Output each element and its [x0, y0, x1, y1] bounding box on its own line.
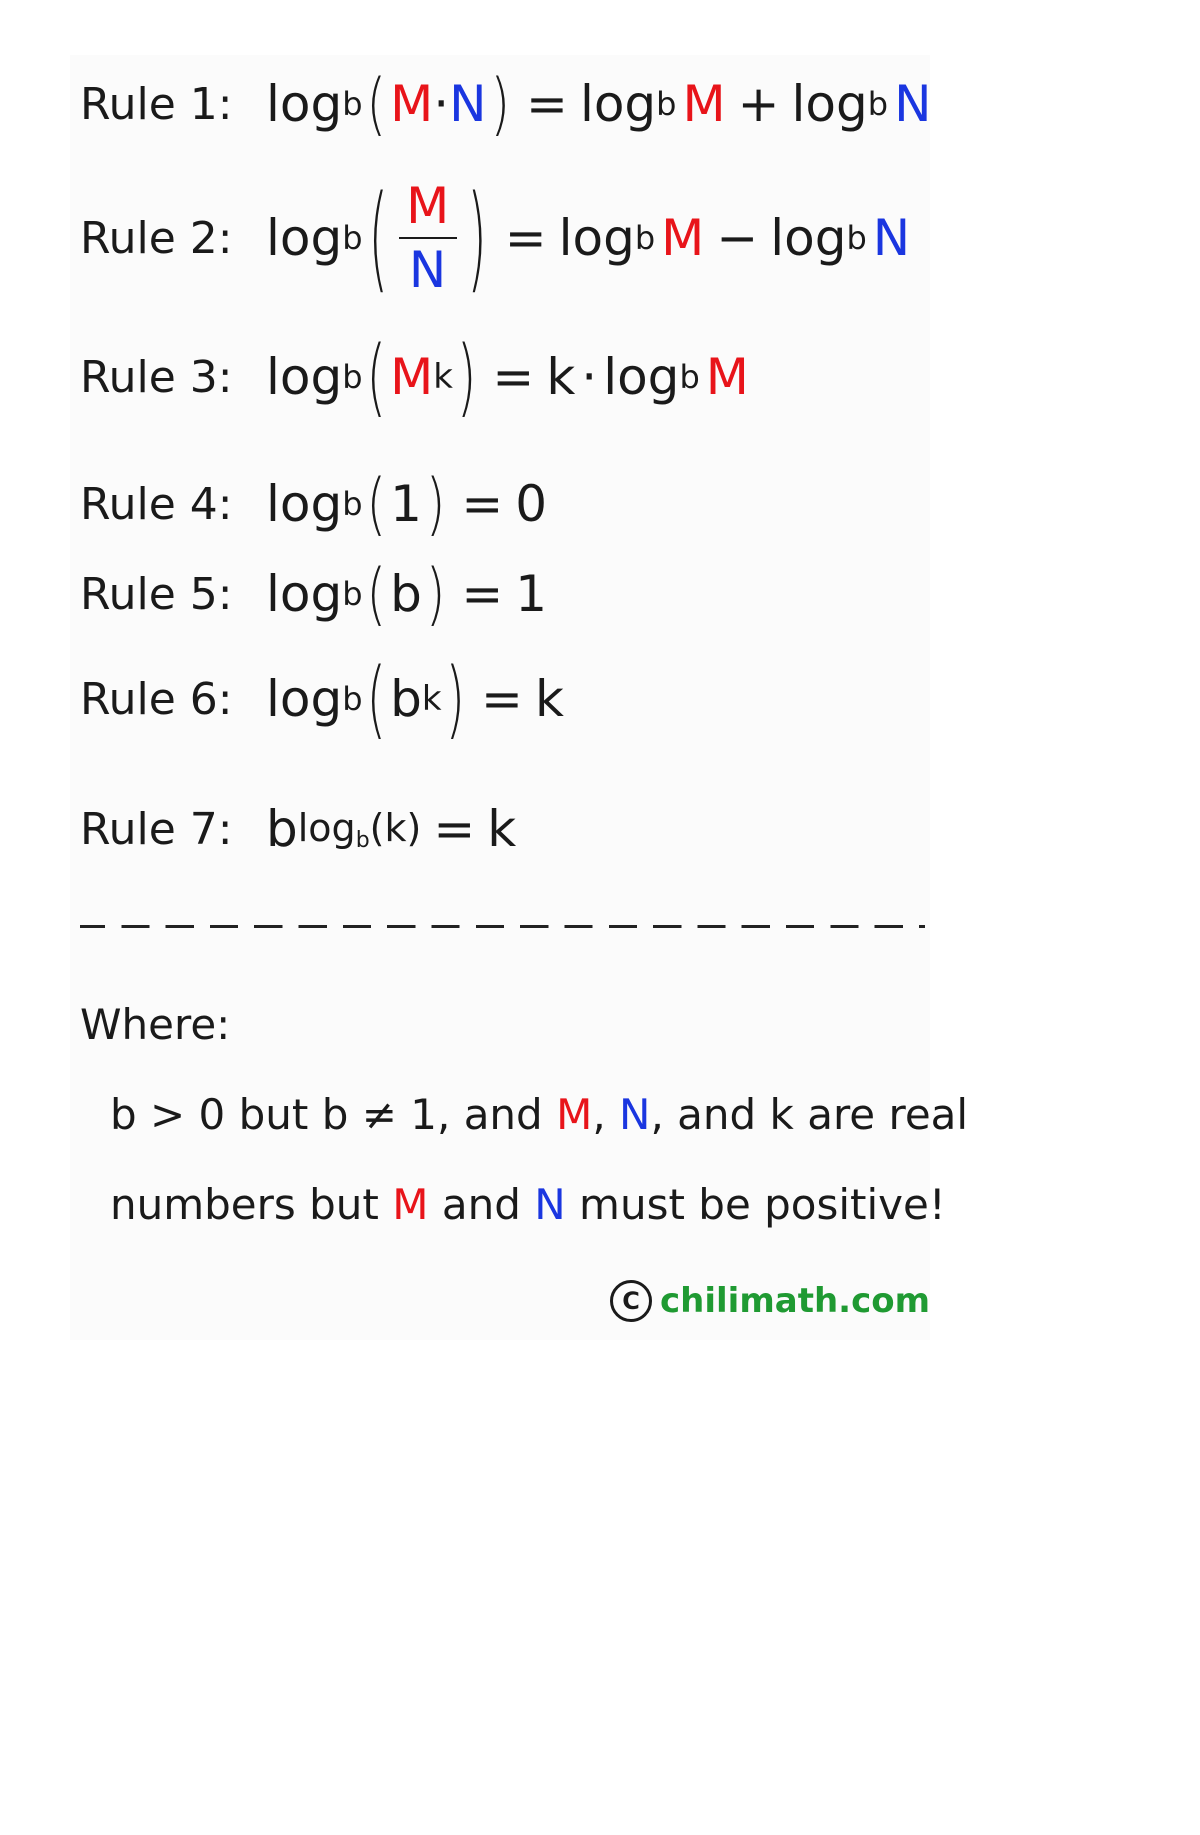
- var-n: N: [449, 75, 487, 133]
- log: log: [266, 565, 343, 623]
- numerator: M: [406, 177, 450, 235]
- dashed-divider: [80, 925, 925, 928]
- log: log: [791, 75, 868, 133]
- rparen: ): [456, 327, 477, 427]
- base: b: [342, 85, 363, 123]
- equals: =: [433, 800, 476, 858]
- var-n: N: [619, 1090, 651, 1139]
- comma: ,: [592, 1090, 606, 1139]
- log: log: [266, 475, 343, 533]
- var-b: b: [390, 670, 422, 728]
- rparen: ): [490, 64, 511, 144]
- var-n: N: [894, 75, 932, 133]
- var-m: M: [705, 348, 749, 406]
- where-label: Where:: [80, 1000, 231, 1049]
- equals: =: [461, 475, 504, 533]
- lparen: (: [366, 554, 387, 634]
- log: log: [266, 75, 343, 133]
- exponent: [298, 806, 422, 853]
- dot: ·: [581, 348, 598, 406]
- var-m: M: [390, 75, 434, 133]
- rparen: ): [425, 464, 446, 544]
- condition-text: must be positive!: [579, 1180, 946, 1229]
- base: b: [846, 219, 867, 257]
- denominator: N: [408, 241, 447, 299]
- lparen: (: [366, 64, 387, 144]
- lparen: (: [366, 464, 387, 544]
- equals: =: [504, 209, 547, 267]
- var-n: N: [872, 209, 911, 267]
- rule-2: [80, 171, 911, 305]
- var-k: k: [534, 670, 564, 728]
- rparen: ): [425, 554, 446, 634]
- equals: =: [461, 565, 504, 623]
- site-credit: [610, 1280, 930, 1322]
- log: log: [266, 348, 343, 406]
- log: log: [603, 348, 680, 406]
- base: b: [342, 575, 363, 613]
- base: b: [656, 85, 677, 123]
- rule-label: Rule 6:: [80, 673, 233, 725]
- base: b: [355, 827, 370, 853]
- log: log: [770, 209, 847, 267]
- lparen: (: [369, 805, 385, 850]
- base: b: [342, 485, 363, 523]
- var-b: b: [390, 565, 422, 623]
- equals: =: [526, 75, 568, 133]
- site-name: chilimath.com: [660, 1281, 931, 1321]
- rule-1: [80, 64, 932, 144]
- copyright-icon: C: [610, 1280, 652, 1322]
- base: b: [867, 85, 889, 123]
- var-m: M: [390, 348, 434, 406]
- base: b: [679, 358, 700, 396]
- var-m: M: [556, 1090, 593, 1139]
- rule-7: [80, 800, 516, 858]
- log: log: [266, 209, 343, 267]
- var-b: b: [266, 800, 298, 858]
- plus: +: [737, 75, 780, 133]
- equals: =: [492, 348, 535, 406]
- base: b: [342, 358, 363, 396]
- var-k: k: [384, 805, 407, 850]
- log: log: [266, 670, 343, 728]
- var-n: N: [534, 1180, 566, 1229]
- rparen: ): [445, 649, 466, 749]
- zero: 0: [515, 475, 548, 533]
- equals: =: [481, 670, 523, 728]
- condition-text: numbers but: [110, 1180, 379, 1229]
- var-m: M: [682, 75, 726, 133]
- rule-label: Rule 4:: [80, 478, 233, 530]
- base: b: [634, 219, 656, 257]
- condition-text: , and k are real: [650, 1090, 969, 1139]
- var-m: M: [661, 209, 705, 267]
- condition-line-2: [110, 1180, 946, 1229]
- rule-label: Rule 1:: [80, 78, 233, 130]
- var-k: k: [546, 348, 576, 406]
- rule-5: [80, 554, 548, 634]
- base: b: [342, 219, 363, 257]
- rule-label: Rule 3:: [80, 351, 233, 403]
- rparen: ): [406, 805, 422, 850]
- rule-4: [80, 464, 548, 544]
- lparen: (: [366, 327, 387, 427]
- lparen: (: [368, 171, 389, 305]
- var-m: M: [392, 1180, 429, 1229]
- rule-3: [80, 327, 749, 427]
- exponent: k: [421, 679, 442, 719]
- lparen: (: [366, 649, 387, 749]
- exponent: k: [433, 357, 453, 397]
- rule-label: Rule 7:: [80, 803, 233, 855]
- var-k: k: [487, 800, 517, 858]
- log: log: [558, 209, 635, 267]
- log: log: [579, 75, 657, 133]
- condition-text: and: [441, 1180, 521, 1229]
- base: b: [342, 680, 363, 718]
- dot: ·: [433, 75, 450, 133]
- rule-6: [80, 649, 564, 749]
- rparen: ): [467, 171, 487, 305]
- condition-text: b > 0 but b ≠ 1, and: [110, 1090, 543, 1139]
- minus: −: [716, 209, 759, 267]
- rule-label: Rule 2:: [80, 212, 233, 264]
- condition-line-1: [110, 1090, 968, 1139]
- one: 1: [515, 565, 548, 623]
- rule-label: Rule 5:: [80, 568, 233, 620]
- one: 1: [390, 475, 422, 533]
- log: log: [297, 805, 356, 850]
- fraction: [398, 175, 457, 301]
